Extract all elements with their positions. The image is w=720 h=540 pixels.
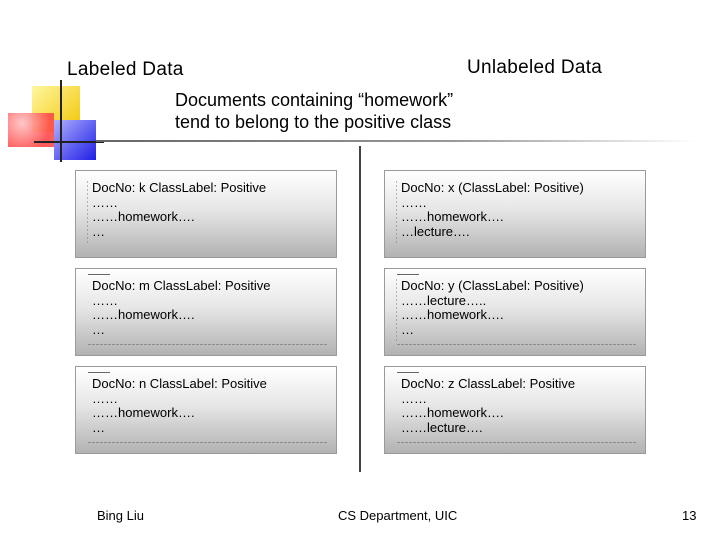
doc-header: DocNo: y (ClassLabel: Positive) [401,278,584,293]
doc-line: …… [92,194,118,210]
doc-line: …lecture…. [401,223,470,239]
doc-line: … [92,223,105,239]
title-rule [96,140,696,142]
unlabeled-doc-x [384,170,646,258]
labeled-doc-k [75,170,337,258]
subtitle-line-2: tend to belong to the positive class [175,112,452,132]
labeled-doc-m [75,268,337,356]
doc-line: ……homework…. [401,405,504,420]
doc-line: ……homework…. [401,209,504,224]
unlabeled-doc-y [384,268,646,356]
doc-header: DocNo: m ClassLabel: Positive [92,278,271,293]
footer-page-number: 13 [682,508,697,523]
logo-horizontal-line [34,141,104,143]
doc-decoration [396,181,397,243]
logo-vertical-line [60,80,62,162]
doc-header: DocNo: z ClassLabel: Positive [401,376,576,391]
subtitle-line-1: Documents containing “homework” [175,90,454,110]
doc-line: … [92,321,105,337]
doc-line: ……lecture…. [401,419,483,435]
doc-decoration [397,372,419,373]
doc-line: ……homework…. [92,405,195,420]
unlabeled-doc-z [384,366,646,454]
doc-line: ……lecture….. [401,292,487,308]
column-divider [359,146,361,472]
doc-header: DocNo: k ClassLabel: Positive [92,180,267,195]
labeled-doc-n [75,366,337,454]
doc-header: DocNo: x (ClassLabel: Positive) [401,180,584,195]
doc-line: … [92,419,105,435]
doc-line: ……homework…. [92,209,195,224]
slide-subtitle [175,89,453,133]
doc-line: … [401,321,414,337]
footer-department: CS Department, UIC [338,508,458,523]
doc-decoration [397,344,637,345]
doc-decoration [88,274,110,275]
doc-decoration [88,344,328,345]
doc-decoration [397,442,637,443]
doc-decoration [397,274,419,275]
doc-line: …… [401,390,427,406]
labeled-data-heading: Labeled Data [67,59,184,80]
unlabeled-data-heading: Unlabeled Data [467,57,603,78]
doc-line: …… [92,292,118,308]
doc-line: …… [92,390,118,406]
doc-decoration [396,279,397,341]
doc-line: ……homework…. [92,307,195,322]
doc-header: DocNo: n ClassLabel: Positive [92,376,267,391]
doc-line: …… [401,194,427,210]
doc-line: ……homework…. [401,307,504,322]
doc-decoration [87,181,88,243]
doc-decoration [88,372,110,373]
footer-author: Bing Liu [97,508,144,523]
doc-decoration [88,442,328,443]
